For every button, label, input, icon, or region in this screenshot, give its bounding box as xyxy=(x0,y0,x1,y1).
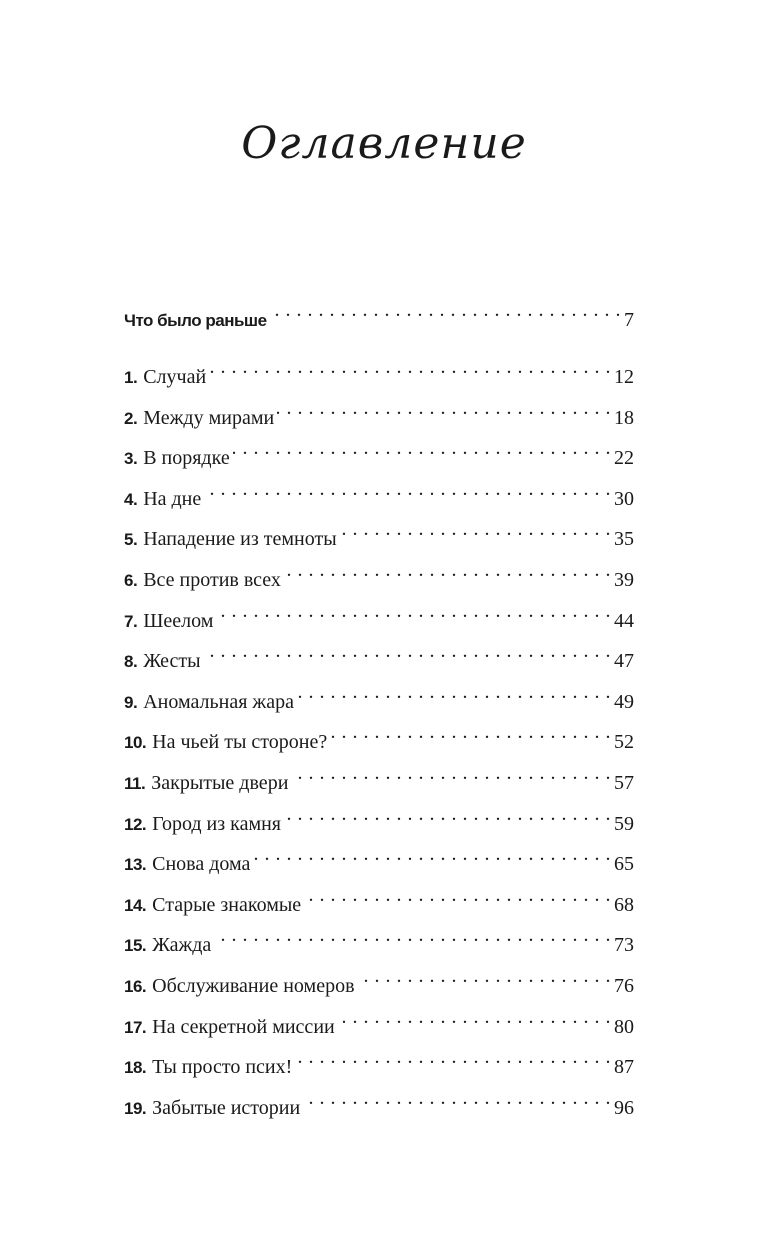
toc-entry-label: На секретной миссии xyxy=(152,1015,335,1038)
toc-entry-page: 39 xyxy=(614,568,634,591)
toc-entry-label: Случай xyxy=(143,366,207,388)
toc-entry-label: Шеелом xyxy=(143,609,214,632)
toc-entry xyxy=(124,838,634,879)
toc-entry-label: Забытые истории xyxy=(152,1096,301,1119)
toc-entry-label: Что было раньше xyxy=(124,311,267,330)
chapter-number: 12. xyxy=(124,814,147,834)
toc-entry-page: 80 xyxy=(614,1015,634,1038)
dot-leader xyxy=(358,960,611,992)
toc-entry-label: Все против всех xyxy=(143,568,281,591)
toc-entry-page: 65 xyxy=(614,853,634,876)
toc-entry-page: 96 xyxy=(614,1096,634,1119)
dot-leader xyxy=(277,392,611,424)
chapter-number: 13. xyxy=(124,855,147,875)
toc-entry xyxy=(124,513,634,554)
dot-leader xyxy=(291,757,611,789)
toc-entry xyxy=(124,595,634,636)
toc-entry-label: Снова дома xyxy=(152,853,251,876)
chapter-number: 19. xyxy=(124,1098,147,1118)
dot-leader xyxy=(216,595,611,627)
toc-entry-label: На дне xyxy=(143,487,202,510)
toc-entry-label: В порядке xyxy=(143,447,230,470)
toc-entry-label: Аномальная жара xyxy=(143,690,294,713)
dot-leader xyxy=(284,554,611,586)
chapter-number: 1. xyxy=(124,368,138,387)
toc-entry-prologue xyxy=(124,294,634,351)
toc-entry xyxy=(124,473,634,514)
dot-leader xyxy=(204,635,611,667)
toc-entry-label: На чьей ты стороне? xyxy=(152,731,328,754)
dot-leader xyxy=(340,513,611,545)
chapter-number: 17. xyxy=(124,1017,147,1037)
page-title: Оглавление xyxy=(241,118,527,169)
chapter-number: 10. xyxy=(124,733,147,753)
dot-leader xyxy=(253,838,611,870)
toc-entry-page: 44 xyxy=(614,609,634,632)
chapter-number: 9. xyxy=(124,692,138,712)
toc-entry-label: Закрытые двери xyxy=(151,771,289,794)
toc-entry xyxy=(124,635,634,676)
toc-entry xyxy=(124,716,634,757)
toc-entry-page: 57 xyxy=(614,771,634,794)
dot-leader xyxy=(330,716,611,748)
toc-entry-page: 49 xyxy=(614,690,634,713)
toc-entry-page: 87 xyxy=(614,1056,634,1079)
table-of-contents xyxy=(124,294,634,1122)
toc-entry xyxy=(124,757,634,798)
chapter-number: 8. xyxy=(124,652,138,672)
toc-entry-page: 68 xyxy=(614,893,634,916)
chapter-number: 15. xyxy=(124,936,147,956)
dot-leader xyxy=(297,676,611,708)
dot-leader xyxy=(295,1041,611,1073)
toc-entry-page: 18 xyxy=(614,406,634,429)
toc-entry xyxy=(124,351,634,392)
toc-entry xyxy=(124,392,634,433)
toc-entry-label: Обслуживание номеров xyxy=(152,974,355,997)
toc-entry-label: Нападение из темноты xyxy=(143,528,337,551)
toc-entry-page: 35 xyxy=(614,528,634,551)
chapter-number: 6. xyxy=(124,570,138,590)
chapter-number: 18. xyxy=(124,1058,147,1078)
toc-entry-label: Жесты xyxy=(143,650,201,673)
chapter-number: 3. xyxy=(124,449,138,469)
toc-entry-page: 30 xyxy=(614,487,634,510)
toc-entry xyxy=(124,879,634,920)
chapter-number: 2. xyxy=(124,408,138,428)
dot-leader xyxy=(209,351,611,383)
dot-leader xyxy=(284,798,611,830)
toc-entry xyxy=(124,432,634,473)
toc-entry-label: Ты просто псих! xyxy=(152,1056,293,1079)
chapter-number: 7. xyxy=(124,611,138,631)
toc-entry xyxy=(124,919,634,960)
toc-entry-page: 73 xyxy=(614,934,634,957)
toc-entry-page: 7 xyxy=(624,309,634,331)
chapter-number: 5. xyxy=(124,530,138,550)
dot-leader xyxy=(303,1082,611,1114)
dot-leader xyxy=(338,1001,611,1033)
toc-entry xyxy=(124,554,634,595)
toc-entry xyxy=(124,960,634,1001)
toc-entry-label: Жажда xyxy=(152,934,212,957)
toc-entry xyxy=(124,1041,634,1082)
chapter-number: 11. xyxy=(124,773,146,793)
chapter-number: 14. xyxy=(124,895,147,915)
dot-leader xyxy=(270,294,621,326)
toc-entry xyxy=(124,1082,634,1123)
dot-leader xyxy=(204,473,611,505)
toc-entry-label: Старые знакомые xyxy=(152,893,302,916)
chapter-number: 16. xyxy=(124,976,147,996)
toc-entry-label: Город из камня xyxy=(152,812,281,835)
toc-entry-label: Между мирами xyxy=(143,406,275,429)
dot-leader xyxy=(233,432,611,464)
toc-entry xyxy=(124,676,634,717)
dot-leader xyxy=(214,919,611,951)
chapter-number: 4. xyxy=(124,489,138,509)
dot-leader xyxy=(304,879,611,911)
toc-entry-page: 47 xyxy=(614,650,634,673)
toc-entry-page: 59 xyxy=(614,812,634,835)
toc-entry xyxy=(124,798,634,839)
toc-entry-page: 22 xyxy=(614,447,634,470)
toc-entry-page: 52 xyxy=(614,731,634,754)
toc-entry-page: 76 xyxy=(614,974,634,997)
toc-entry xyxy=(124,1001,634,1042)
toc-entry-page: 12 xyxy=(614,366,634,388)
